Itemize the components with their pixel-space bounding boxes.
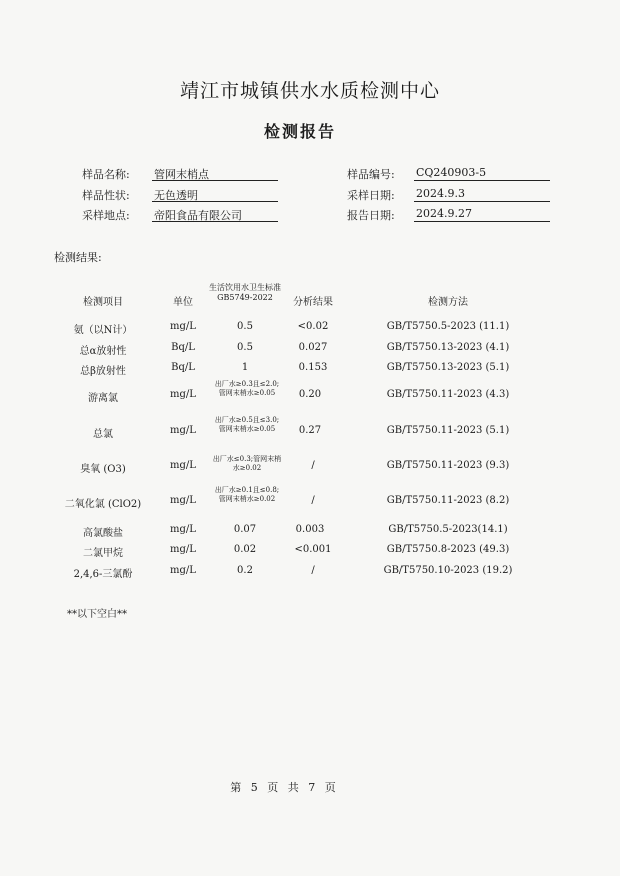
row-result: / [311,565,315,576]
row-method: GB/T5750.13-2023 (4.1) [386,342,510,353]
info-row-1 [0,166,620,182]
row-item: 总氯 [93,429,113,440]
row-item: 氨（以N计） [73,325,133,336]
row-result: 0.003 [295,524,325,535]
header-result: 分析结果 [293,297,333,308]
row-standard: 0.5 [237,342,253,353]
row-standard: 出厂水≥0.5且≤3.0;管网末梢水≥0.05 [214,416,280,433]
row-unit: Bq/L [171,342,195,353]
row-item: 二氯甲烷 [83,548,123,559]
sampling-place-value: 帝阳食品有限公司 [152,207,278,222]
header-method: 检测方法 [428,297,468,308]
row-standard: 0.07 [233,524,257,535]
row-result: <0.001 [294,544,332,555]
row-unit: mg/L [170,425,196,436]
row-result: 0.27 [298,425,322,436]
sample-state-label: 样品性状: [82,189,130,202]
row-unit: mg/L [170,321,196,332]
header-standard: 生活饮用水卫生标准GB5749-2022 [209,283,281,302]
row-standard: 0.2 [237,565,253,576]
row-item: 臭氧 (O3) [80,464,126,475]
report-date-label: 报告日期: [347,209,395,222]
sampling-date-label: 采样日期: [347,189,395,202]
row-standard: 出厂水≥0.3且≤2.0;管网末梢水≥0.05 [214,380,280,397]
row-result: / [311,495,315,506]
sampling-place-label: 采样地点: [82,209,130,222]
row-item: 游离氯 [88,393,118,404]
row-standard: 出厂水≥0.1且≤0.8;管网末梢水≥0.02 [214,486,280,503]
header-item: 检测项目 [83,297,123,308]
row-unit: mg/L [170,495,196,506]
row-unit: mg/L [170,460,196,471]
results-label: 检测结果: [54,251,102,264]
row-method: GB/T5750.11-2023 (9.3) [386,460,510,471]
header-unit: 单位 [173,297,193,308]
sample-name-label: 样品名称: [82,168,130,181]
row-item: 总α放射性 [79,346,127,357]
sample-name-value: 管网末梢点 [152,166,278,181]
row-method: GB/T5750.11-2023 (5.1) [386,425,510,436]
row-standard: 1 [241,362,249,373]
row-unit: mg/L [170,524,196,535]
info-row-3 [0,207,620,223]
sample-no-value: CQ240903-5 [414,166,550,181]
row-standard: 出厂水≤0.3;管网末梢水≥0.02 [212,455,282,472]
row-standard: 0.02 [233,544,257,555]
org-title: 靖江市城镇供水水质检测中心 [179,80,440,102]
row-result: 0.20 [298,389,322,400]
row-unit: Bq/L [171,362,195,373]
sample-state-value: 无色透明 [152,187,278,202]
sampling-date-value: 2024.9.3 [414,187,550,202]
row-unit: mg/L [170,565,196,576]
row-method: GB/T5750.11-2023 (4.3) [386,389,510,400]
row-item: 高氯酸盐 [83,528,123,539]
row-result: / [311,460,315,471]
row-result: 0.153 [298,362,328,373]
sample-no-label: 样品编号: [347,168,395,181]
row-method: GB/T5750.5-2023(14.1) [388,524,508,535]
row-method: GB/T5750.8-2023 (49.3) [386,544,510,555]
row-result: 0.027 [298,342,328,353]
row-item: 总β放射性 [80,366,126,377]
report-date-value: 2024.9.27 [414,207,550,222]
row-method: GB/T5750.11-2023 (8.2) [386,495,510,506]
row-item: 2,4,6-三氯酚 [73,569,133,580]
end-note: **以下空白** [67,609,127,620]
row-unit: mg/L [170,544,196,555]
row-method: GB/T5750.10-2023 (19.2) [383,565,513,576]
row-method: GB/T5750.13-2023 (5.1) [386,362,510,373]
page-footer: 第 5 页 共 7 页 [230,781,336,794]
row-result: <0.02 [297,321,329,332]
report-title: 检测报告 [263,122,336,141]
row-method: GB/T5750.5-2023 (11.1) [386,321,510,332]
info-row-2 [0,187,620,203]
row-item: 二氧化氯 (ClO2) [64,499,142,510]
row-unit: mg/L [170,389,196,400]
row-standard: 0.5 [237,321,253,332]
table-header [0,283,620,319]
